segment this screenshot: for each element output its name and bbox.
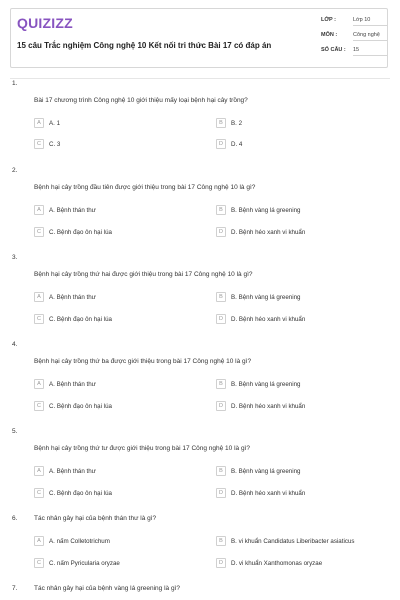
option-text: A. nấm Colletotrichum [49, 537, 110, 545]
option-letter-box: C [34, 401, 44, 411]
answer-option[interactable] [34, 204, 96, 216]
option-text: A. 1 [49, 119, 61, 127]
answer-option[interactable] [216, 226, 305, 238]
answer-option[interactable] [216, 487, 305, 499]
option-text: B. vi khuẩn Candidatus Liberibacter asiaticus [231, 537, 355, 545]
answer-option[interactable] [216, 465, 301, 477]
option-letter-box: A [34, 205, 44, 215]
answer-option[interactable] [34, 117, 60, 129]
option-text: C. nấm Pyricularia oryzae [49, 559, 120, 567]
meta-label-subject: MÔN : [321, 32, 338, 38]
option-text: A. Bệnh thán thư [49, 467, 96, 475]
question-number: 7. [12, 585, 18, 592]
option-letter-box: A [34, 118, 44, 128]
option-text: C. Bệnh đạo ôn hại lúa [49, 228, 112, 236]
question-text: Bệnh hại cây trồng đầu tiên được giới thiệu trong bài 17 Công nghệ 10 là gì? [34, 184, 256, 191]
option-letter-box: D [216, 558, 226, 568]
question-text: Tác nhân gây hại của bệnh vàng lá greening là gì? [34, 585, 180, 592]
option-letter-box: D [216, 139, 226, 149]
option-text: A. Bệnh thán thư [49, 293, 96, 301]
answer-option[interactable] [216, 535, 354, 547]
answer-option[interactable] [216, 204, 301, 216]
quizizz-logo: QUIZIZZ [17, 15, 73, 31]
option-text: B. Bệnh vàng lá greening [231, 380, 301, 388]
answer-option[interactable] [34, 138, 60, 150]
question-number: 1. [12, 80, 18, 87]
option-letter-box: B [216, 379, 226, 389]
option-letter-box: C [34, 314, 44, 324]
answer-option[interactable] [216, 117, 242, 129]
option-text: A. Bệnh thán thư [49, 206, 96, 214]
answer-option[interactable] [34, 400, 112, 412]
question-text: Tác nhân gây hại của bệnh thán thư là gì? [34, 515, 157, 522]
option-letter-box: C [34, 227, 44, 237]
question-text: Bài 17 chương trình Công nghệ 10 giới thiệu mấy loại bệnh hại cây trồng? [34, 97, 248, 104]
meta-label-class: LỚP : [321, 17, 336, 23]
question-text: Bệnh hại cây trồng thứ hai được giới thiệu trong bài 17 Công nghệ 10 là gì? [34, 271, 253, 278]
answer-option[interactable] [34, 226, 112, 238]
option-text: C. Bệnh đạo ôn hại lúa [49, 315, 112, 323]
meta-value-count: 15 [353, 47, 387, 56]
option-text: B. Bệnh vàng lá greening [231, 467, 301, 475]
answer-option[interactable] [34, 487, 112, 499]
option-text: D. Bệnh héo xanh vi khuẩn [231, 402, 306, 410]
question-number: 2. [12, 167, 18, 174]
question-text: Bệnh hại cây trồng thứ ba được giới thiệu trong bài 17 Công nghệ 10 là gì? [34, 358, 252, 365]
answer-option[interactable] [216, 557, 322, 569]
answer-option[interactable] [34, 465, 96, 477]
option-text: D. 4 [231, 140, 243, 148]
option-letter-box: B [216, 205, 226, 215]
answer-option[interactable] [216, 400, 305, 412]
option-text: D. vi khuẩn Xanthomonas oryzae [231, 559, 323, 567]
option-text: A. Bệnh thán thư [49, 380, 96, 388]
option-letter-box: A [34, 379, 44, 389]
option-text: C. Bệnh đạo ôn hại lúa [49, 489, 112, 497]
question-number: 3. [12, 254, 18, 261]
option-text: D. Bệnh héo xanh vi khuẩn [231, 489, 306, 497]
option-text: B. Bệnh vàng lá greening [231, 206, 301, 214]
option-letter-box: C [34, 558, 44, 568]
option-letter-box: B [216, 118, 226, 128]
answer-option[interactable] [216, 313, 305, 325]
meta-value-class: Lớp 10 [353, 17, 387, 26]
option-letter-box: A [34, 292, 44, 302]
option-letter-box: D [216, 314, 226, 324]
option-letter-box: D [216, 227, 226, 237]
question-number: 4. [12, 341, 18, 348]
option-text: C. 3 [49, 140, 61, 148]
question-number: 5. [12, 428, 18, 435]
meta-value-subject: Công nghệ [353, 32, 387, 41]
answer-option[interactable] [34, 557, 120, 569]
answer-option[interactable] [34, 291, 96, 303]
question-number: 6. [12, 515, 18, 522]
answer-option[interactable] [34, 313, 112, 325]
option-letter-box: D [216, 401, 226, 411]
header-divider [10, 78, 390, 79]
meta-label-count: SỐ CÂU : [321, 47, 346, 53]
option-letter-box: B [216, 466, 226, 476]
option-text: D. Bệnh héo xanh vi khuẩn [231, 228, 306, 236]
option-text: D. Bệnh héo xanh vi khuẩn [231, 315, 306, 323]
answer-option[interactable] [34, 535, 110, 547]
answer-option[interactable] [216, 291, 301, 303]
option-text: B. 2 [231, 119, 243, 127]
question-text: Bệnh hại cây trồng thứ tư được giới thiệu trong bài 17 Công nghệ 10 là gì? [34, 445, 250, 452]
option-letter-box: D [216, 488, 226, 498]
option-text: B. Bệnh vàng lá greening [231, 293, 301, 301]
option-letter-box: B [216, 536, 226, 546]
option-text: C. Bệnh đạo ôn hại lúa [49, 402, 112, 410]
worksheet-header [10, 8, 388, 68]
answer-option[interactable] [216, 138, 242, 150]
answer-option[interactable] [34, 378, 96, 390]
answer-option[interactable] [216, 378, 301, 390]
option-letter-box: C [34, 488, 44, 498]
option-letter-box: A [34, 536, 44, 546]
option-letter-box: A [34, 466, 44, 476]
option-letter-box: B [216, 292, 226, 302]
option-letter-box: C [34, 139, 44, 149]
page-title: 15 câu Trắc nghiệm Công nghệ 10 Kết nối tri thức Bài 17 có đáp án [17, 41, 272, 50]
